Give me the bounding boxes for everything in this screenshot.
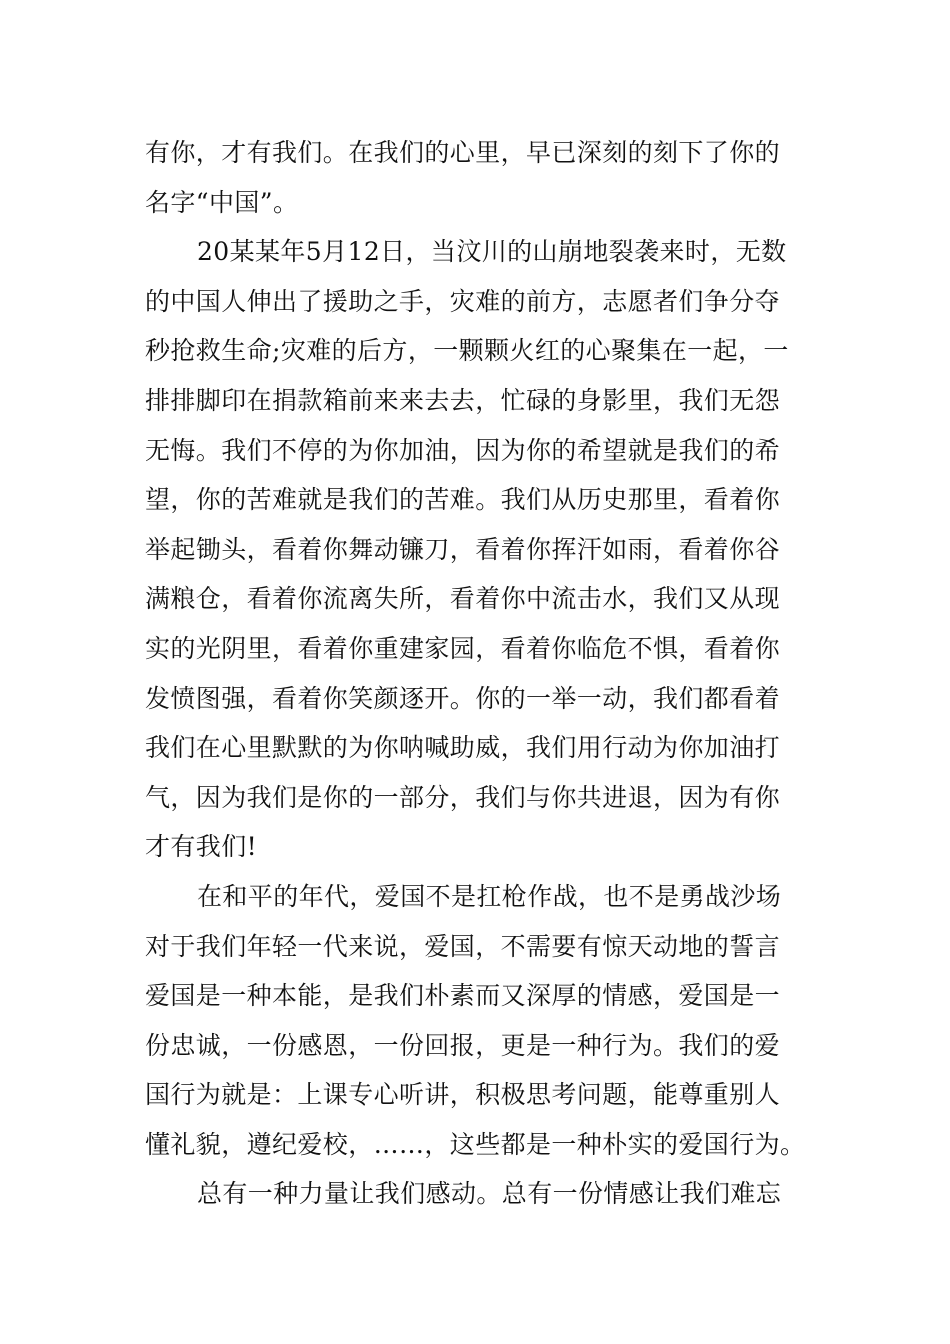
text-line: 实的光阴里，看着你重建家园，看着你临危不惧，看着你: [145, 633, 781, 663]
text-line: 国行为就是：上课专心听讲，积极思考问题，能尊重别人: [145, 1080, 781, 1110]
text-line: 排排脚印在捐款箱前来来去去，忙碌的身影里，我们无怨: [145, 385, 781, 415]
text-line: 无悔。我们不停的为你加油，因为你的希望就是我们的希: [145, 435, 781, 465]
text-line: 望，你的苦难就是我们的苦难。我们从历史那里，看着你: [145, 485, 781, 515]
text-line: 名字“中国”。: [145, 187, 299, 217]
text-line: 对于我们年轻一代来说，爱国，不需要有惊天动地的誓言: [145, 931, 781, 961]
text-line: 20某某年5月12日，当汶川的山崩地裂袭来时，无数: [197, 237, 787, 267]
text-line: 发愤图强，看着你笑颜逐开。你的一举一动，我们都看着: [145, 683, 781, 713]
text-line: 的中国人伸出了援助之手，灾难的前方，志愿者们争分夺: [145, 286, 781, 316]
paragraph-2: [145, 227, 810, 872]
text-line: 懂礼貌，遵纪爱校，……，这些都是一种朴实的爱国行为。: [145, 1129, 806, 1159]
paragraph-4: [145, 1169, 810, 1219]
text-line: 秒抢救生命;灾难的后方，一颗颗火红的心聚集在一起，一: [145, 336, 789, 366]
text-line: 满粮仓，看着你流离失所，看着你中流击水，我们又从现: [145, 584, 781, 614]
paragraph-1: [145, 128, 810, 227]
text-line: 才有我们!: [145, 832, 258, 862]
text-line: 有你，才有我们。在我们的心里，早已深刻的刻下了你的: [145, 138, 781, 167]
text-line: 我们在心里默默的为你呐喊助威，我们用行动为你加油打: [145, 733, 781, 763]
text-line: 举起锄头，看着你舞动镰刀，看着你挥汗如雨，看着你谷: [145, 534, 781, 564]
paragraph-3: [145, 872, 810, 1170]
text-line: 份忠诚，一份感恩，一份回报，更是一种行为。我们的爱: [145, 1030, 781, 1060]
document-body: [145, 128, 810, 1219]
text-line: 在和平的年代，爱国不是扛枪作战，也不是勇战沙场: [197, 881, 782, 911]
text-line: 总有一种力量让我们感动。总有一份情感让我们难忘: [197, 1179, 782, 1209]
text-line: 爱国是一种本能，是我们朴素而又深厚的情感，爱国是一: [145, 981, 781, 1011]
text-line: 气，因为我们是你的一部分，我们与你共进退，因为有你: [145, 782, 781, 812]
